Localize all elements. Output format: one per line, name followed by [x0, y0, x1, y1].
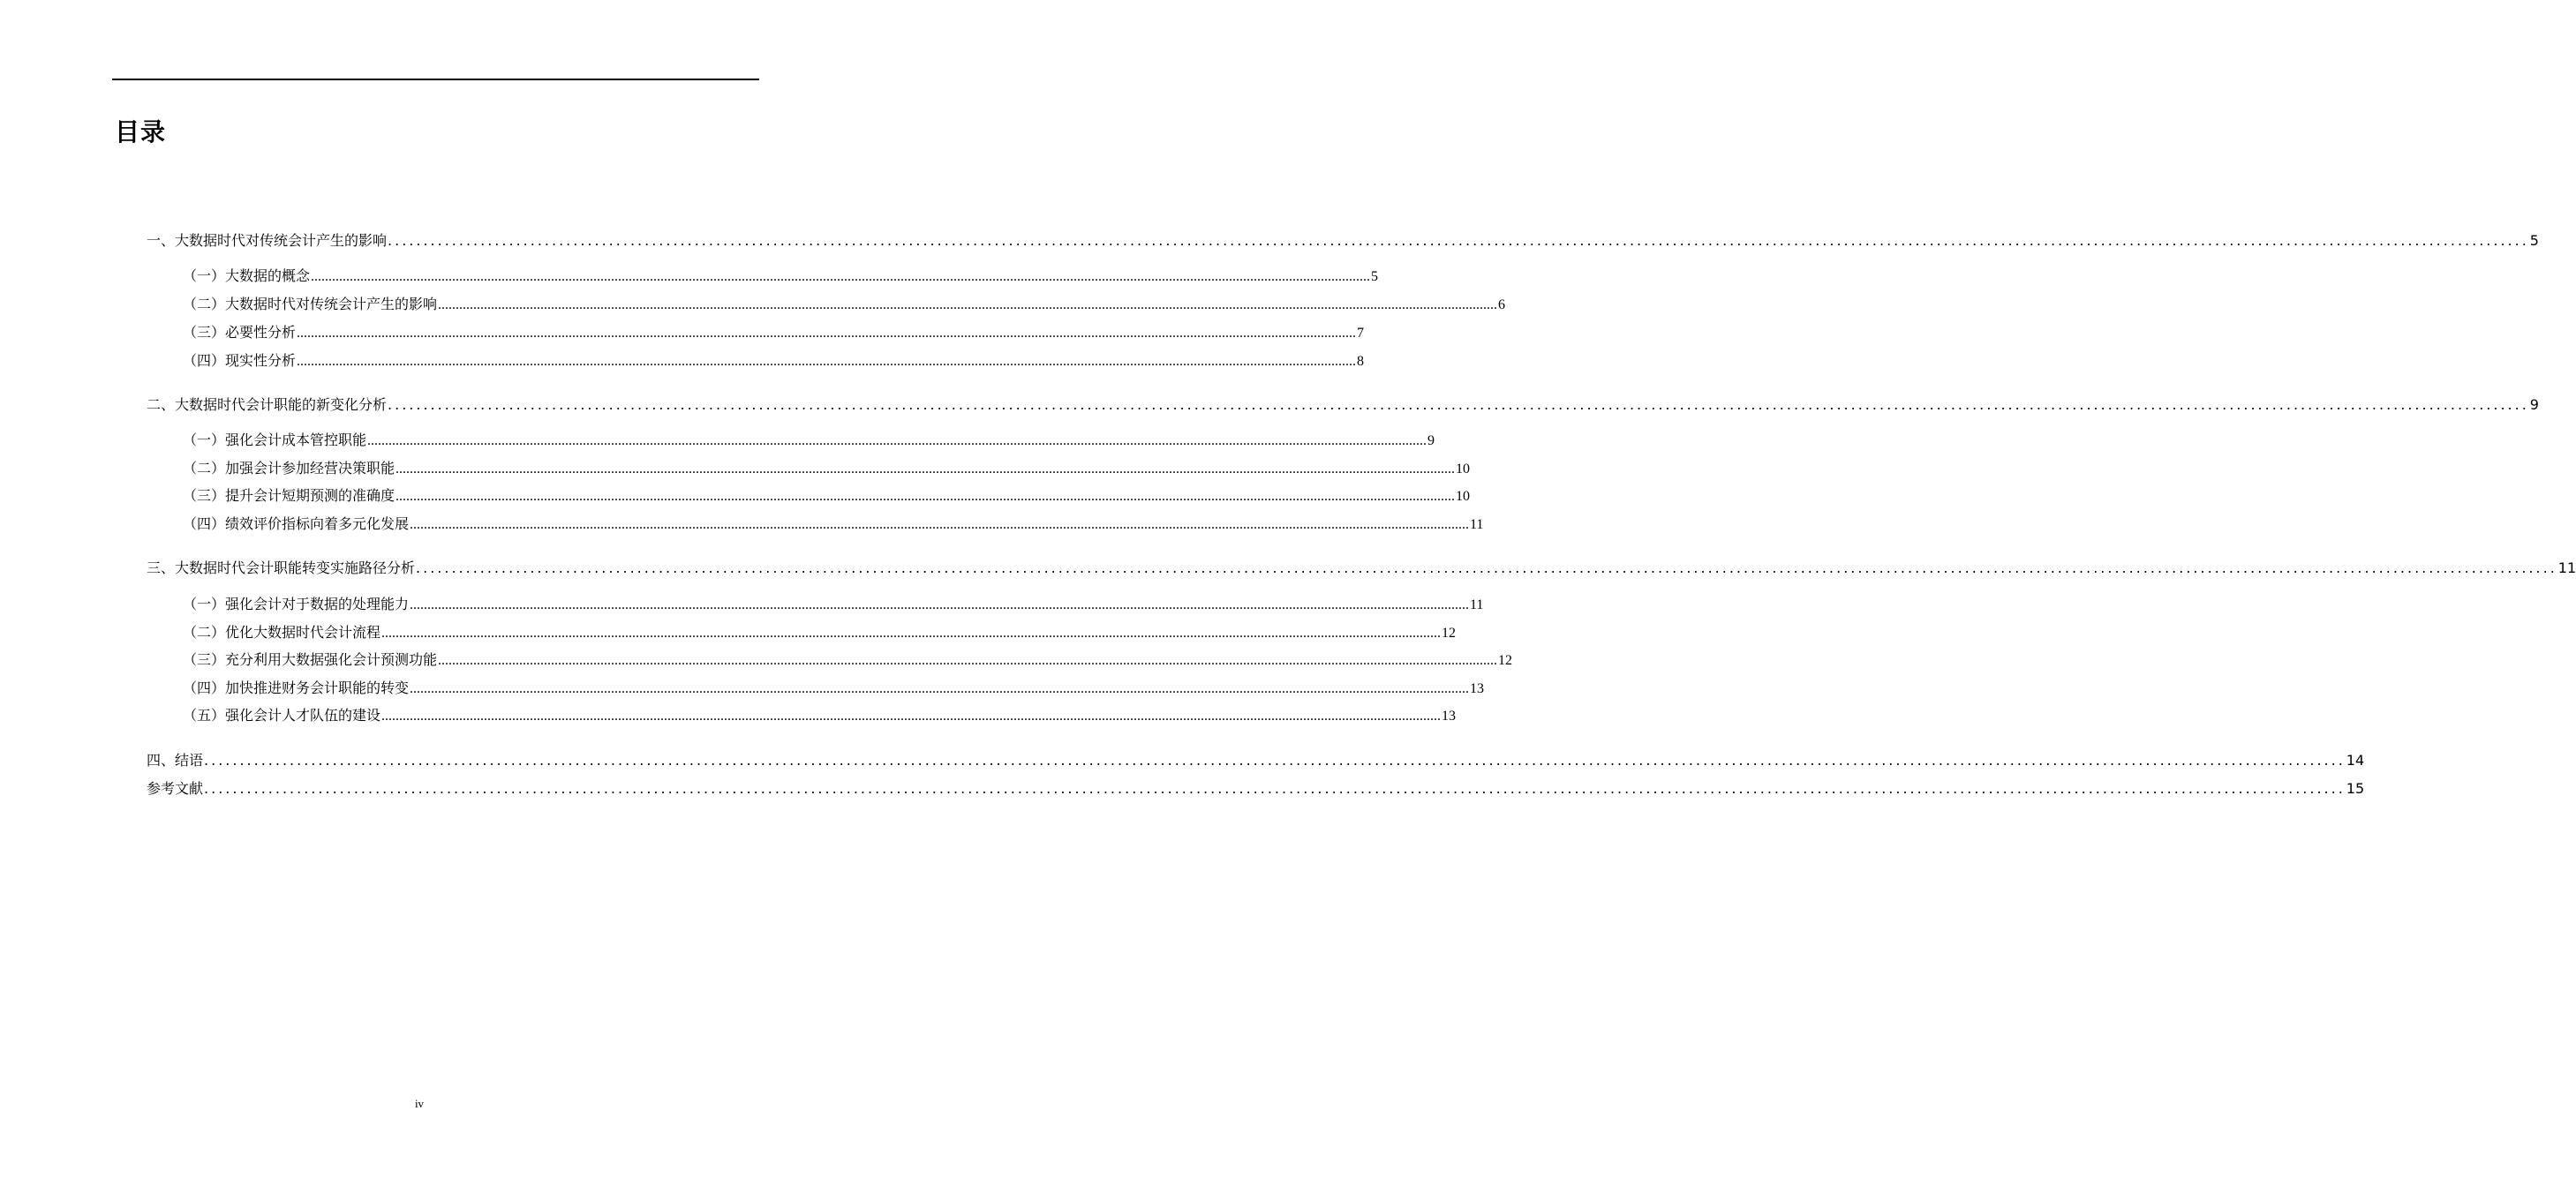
toc-entry-label: （二）大数据时代对传统会计产生的影响: [183, 296, 438, 312]
toc-leader-dots: ............................................................................................................................................................................................................................................................................................................: [388, 396, 2529, 413]
toc-entry-page: 8: [1357, 354, 1365, 369]
toc-leader-dots: ............................................................................................................................................................................................................................................................................................................: [204, 752, 2346, 769]
toc-entry-page: 5: [2529, 232, 2539, 249]
toc-entry-page: 11: [1470, 597, 1484, 612]
page-title: 目录: [115, 117, 167, 146]
toc-leader-dots: ............................................................................................................................................................................................................................................................................................................: [204, 780, 2346, 797]
toc-entry[interactable]: [183, 265, 1379, 288]
toc-leader-dots: ............................................................................................................................................................................................................................................................................................................: [438, 297, 1498, 312]
toc-entry[interactable]: [183, 429, 1435, 452]
toc-entry-page: 12: [1442, 626, 1457, 641]
toc-leader-dots: ............................................................................................................................................................................................................................................................................................................: [388, 232, 2529, 249]
toc-entry[interactable]: [183, 621, 1457, 644]
toc-entry[interactable]: [147, 777, 2365, 800]
toc-entry[interactable]: [183, 293, 1506, 316]
toc-entry-label: （四）现实性分析: [183, 352, 297, 369]
toc-entry-page: 9: [2529, 396, 2539, 413]
toc-entry-page: 14: [2346, 752, 2365, 769]
toc-leader-dots: ............................................................................................................................................................................................................................................................................................................: [410, 681, 1470, 696]
page-number: iv: [414, 1097, 425, 1110]
toc-entry-label: （二）优化大数据时代会计流程: [183, 624, 381, 641]
toc-leader-dots: ............................................................................................................................................................................................................................................................................................................: [297, 326, 1357, 341]
toc-entry-page: 15: [2346, 780, 2365, 797]
toc-entry-label: 二、大数据时代会计职能的新变化分析: [147, 396, 388, 413]
toc-entry-label: （三）提升会计短期预测的准确度: [183, 487, 395, 504]
toc-entry-page: 10: [1456, 462, 1471, 477]
toc-leader-dots: ............................................................................................................................................................................................................................................................................................................: [367, 433, 1427, 448]
toc-entry-page: 13: [1442, 709, 1457, 724]
toc-entry-page: 12: [1498, 653, 1513, 668]
toc-entry-label: （四）绩效评价指标向着多元化发展: [183, 515, 410, 532]
toc-entry[interactable]: [183, 484, 1471, 507]
toc-entry[interactable]: [183, 677, 1485, 700]
toc-entry[interactable]: [147, 394, 2539, 417]
toc-entry-label: （三）必要性分析: [183, 324, 297, 341]
toc-entry-page: 5: [1371, 269, 1379, 284]
toc-leader-dots: ............................................................................................................................................................................................................................................................................................................: [311, 269, 1371, 284]
toc-entry[interactable]: [147, 557, 2576, 580]
toc-leader-dots: ............................................................................................................................................................................................................................................................................................................: [297, 354, 1357, 369]
toc-leader-dots: ............................................................................................................................................................................................................................................................................................................: [410, 517, 1470, 532]
toc-leader-dots: ............................................................................................................................................................................................................................................................................................................: [395, 462, 1456, 477]
toc-leader-dots: ............................................................................................................................................................................................................................................................................................................: [395, 489, 1456, 504]
toc-leader-dots: ............................................................................................................................................................................................................................................................................................................: [381, 709, 1442, 724]
toc-entry-page: 6: [1498, 297, 1506, 312]
toc-leader-dots: ............................................................................................................................................................................................................................................................................................................: [416, 559, 2557, 576]
toc-entry[interactable]: [183, 513, 1484, 536]
toc-entry[interactable]: [183, 704, 1457, 727]
header-rule: [112, 79, 759, 80]
toc-leader-dots: ............................................................................................................................................................................................................................................................................................................: [381, 626, 1442, 641]
toc-entry-label: （一）大数据的概念: [183, 267, 311, 284]
toc-entry-label: （五）强化会计人才队伍的建设: [183, 707, 381, 724]
toc-entry[interactable]: [183, 349, 1365, 372]
toc-leader-dots: ............................................................................................................................................................................................................................................................................................................: [410, 597, 1470, 612]
toc-leader-dots: ............................................................................................................................................................................................................................................................................................................: [438, 653, 1498, 668]
toc-entry[interactable]: [147, 229, 2539, 252]
toc-entry-label: 参考文献: [147, 780, 204, 797]
toc-entry[interactable]: [147, 749, 2365, 772]
toc-entry-page: 11: [1470, 517, 1484, 532]
toc-entry-page: 11: [2557, 559, 2576, 576]
toc-entry[interactable]: [183, 321, 1365, 344]
toc-entry-label: 四、结语: [147, 752, 204, 769]
toc-entry-page: 7: [1357, 326, 1365, 341]
toc-entry-page: 13: [1470, 681, 1485, 696]
toc-entry-label: （四）加快推进财务会计职能的转变: [183, 679, 410, 696]
toc-entry-page: 9: [1427, 433, 1435, 448]
toc-entry-page: 10: [1456, 489, 1471, 504]
toc-entry-label: （一）强化会计对于数据的处理能力: [183, 596, 410, 612]
toc-entry[interactable]: [183, 593, 1484, 616]
toc-entry-label: 三、大数据时代会计职能转变实施路径分析: [147, 559, 416, 576]
toc-entry[interactable]: [183, 457, 1471, 480]
toc-entry-label: （二）加强会计参加经营决策职能: [183, 460, 395, 477]
toc-entry-label: （三）充分利用大数据强化会计预测功能: [183, 651, 438, 668]
toc-entry-label: （一）强化会计成本管控职能: [183, 432, 367, 448]
toc-entry-label: 一、大数据时代对传统会计产生的影响: [147, 232, 388, 249]
toc-entry[interactable]: [183, 649, 1513, 672]
